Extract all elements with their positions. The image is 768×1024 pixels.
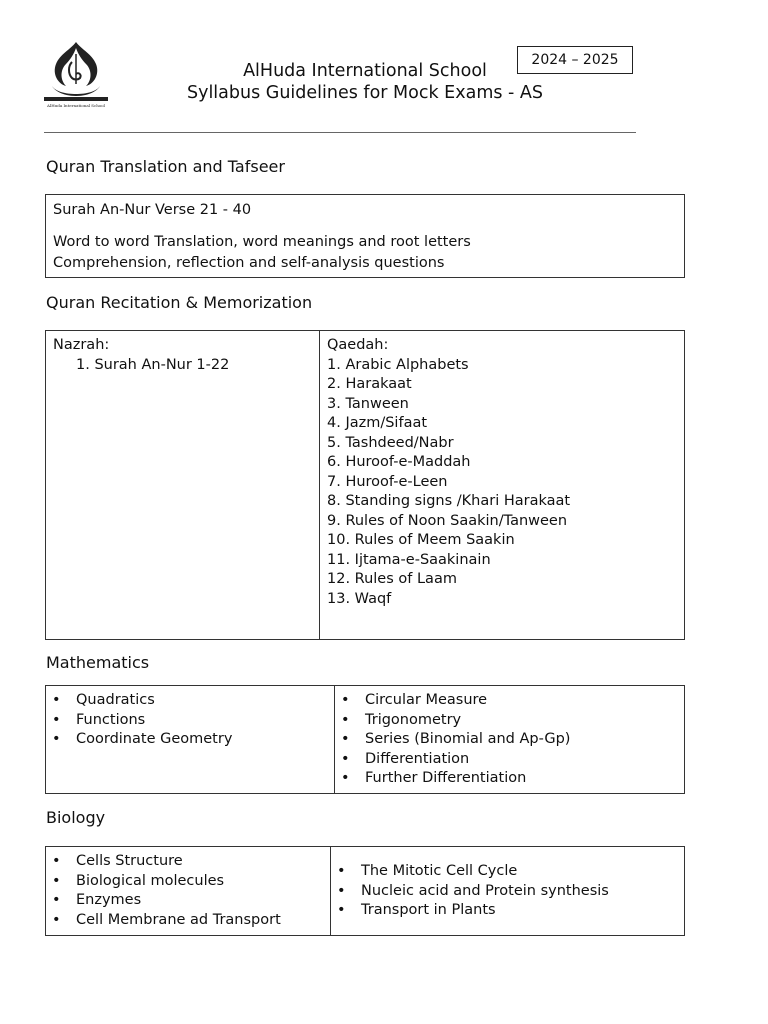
nazrah-label: Nazrah: (53, 337, 110, 353)
biology-heading: Biology (46, 808, 106, 827)
mathematics-left-cell (46, 686, 334, 793)
qaedah-label: Qaedah: (327, 337, 389, 353)
biology-left-cell (46, 847, 330, 935)
list-item: • Nucleic acid and Protein synthesis (331, 882, 684, 902)
mathematics-box (45, 685, 685, 794)
list-item: • Quadratics (46, 691, 334, 711)
mathematics-left-list (46, 691, 334, 750)
list-item: • Coordinate Geometry (46, 730, 334, 750)
tafseer-verse-range: Surah An-Nur Verse 21 - 40 (53, 202, 252, 218)
list-item: 7. Huroof-e-Leen (327, 473, 448, 490)
list-item: • The Mitotic Cell Cycle (331, 862, 684, 882)
list-item: 3. Tanween (327, 395, 409, 412)
list-item: 2. Harakaat (327, 376, 412, 392)
header-divider (44, 132, 636, 133)
list-item: 11. Ijtama-e-Saakinain (327, 551, 491, 568)
school-name: AlHuda International School (243, 61, 487, 81)
tafseer-box (45, 194, 685, 278)
list-item: • Trigonometry (335, 711, 684, 731)
qaedah-list (327, 356, 677, 610)
list-item: • Series (Binomial and Ap-Gp) (335, 730, 684, 750)
document-title (150, 60, 580, 104)
qaedah-cell (319, 331, 684, 639)
biology-box (45, 846, 685, 936)
list-item: • Transport in Plants (331, 901, 684, 921)
list-item: 1. Arabic Alphabets (327, 356, 469, 373)
nazrah-cell (46, 331, 319, 639)
list-item: • Cell Membrane ad Transport (46, 911, 330, 931)
mathematics-right-cell (334, 686, 684, 793)
list-item: 5. Tashdeed/Nabr (327, 434, 454, 451)
tafseer-heading: Quran Translation and Tafseer (46, 157, 285, 176)
biology-right-list (331, 862, 684, 921)
list-item: • Differentiation (335, 750, 684, 770)
list-item: 13. Waqf (327, 590, 392, 607)
mathematics-heading: Mathematics (46, 653, 150, 672)
nazrah-list (53, 356, 312, 376)
biology-left-list (46, 852, 330, 930)
list-item: • Enzymes (46, 891, 330, 911)
academic-year: 2024 – 2025 (531, 52, 619, 68)
list-item: 8. Standing signs /Khari Harakaat (327, 493, 571, 509)
logo-caption: AlHuda International School (47, 103, 105, 108)
list-item: • Circular Measure (335, 691, 684, 711)
document-subtitle: Syllabus Guidelines for Mock Exams - AS (186, 83, 543, 103)
tafseer-translation-line: Word to word Translation, word meanings and root letters (53, 234, 471, 250)
list-item: 4. Jazm/Sifaat (327, 415, 428, 431)
list-item: 1. Surah An-Nur 1-22 (76, 356, 230, 373)
recitation-heading: Quran Recitation & Memorization (46, 293, 313, 312)
list-item: • Functions (46, 711, 334, 731)
list-item: 12. Rules of Laam (327, 571, 457, 587)
biology-right-cell (330, 847, 684, 935)
list-item: • Cells Structure (46, 852, 330, 872)
recitation-box (45, 330, 685, 640)
list-item: 6. Huroof-e-Maddah (327, 454, 471, 470)
list-item: 9. Rules of Noon Saakin/Tanween (327, 512, 568, 529)
list-item: • Further Differentiation (335, 769, 684, 789)
school-logo (42, 40, 110, 112)
list-item: • Biological molecules (46, 872, 330, 892)
mathematics-right-list (335, 691, 684, 789)
list-item: 10. Rules of Meem Saakin (327, 532, 515, 548)
tafseer-comprehension-line: Comprehension, reflection and self-analysis questions (53, 255, 445, 271)
